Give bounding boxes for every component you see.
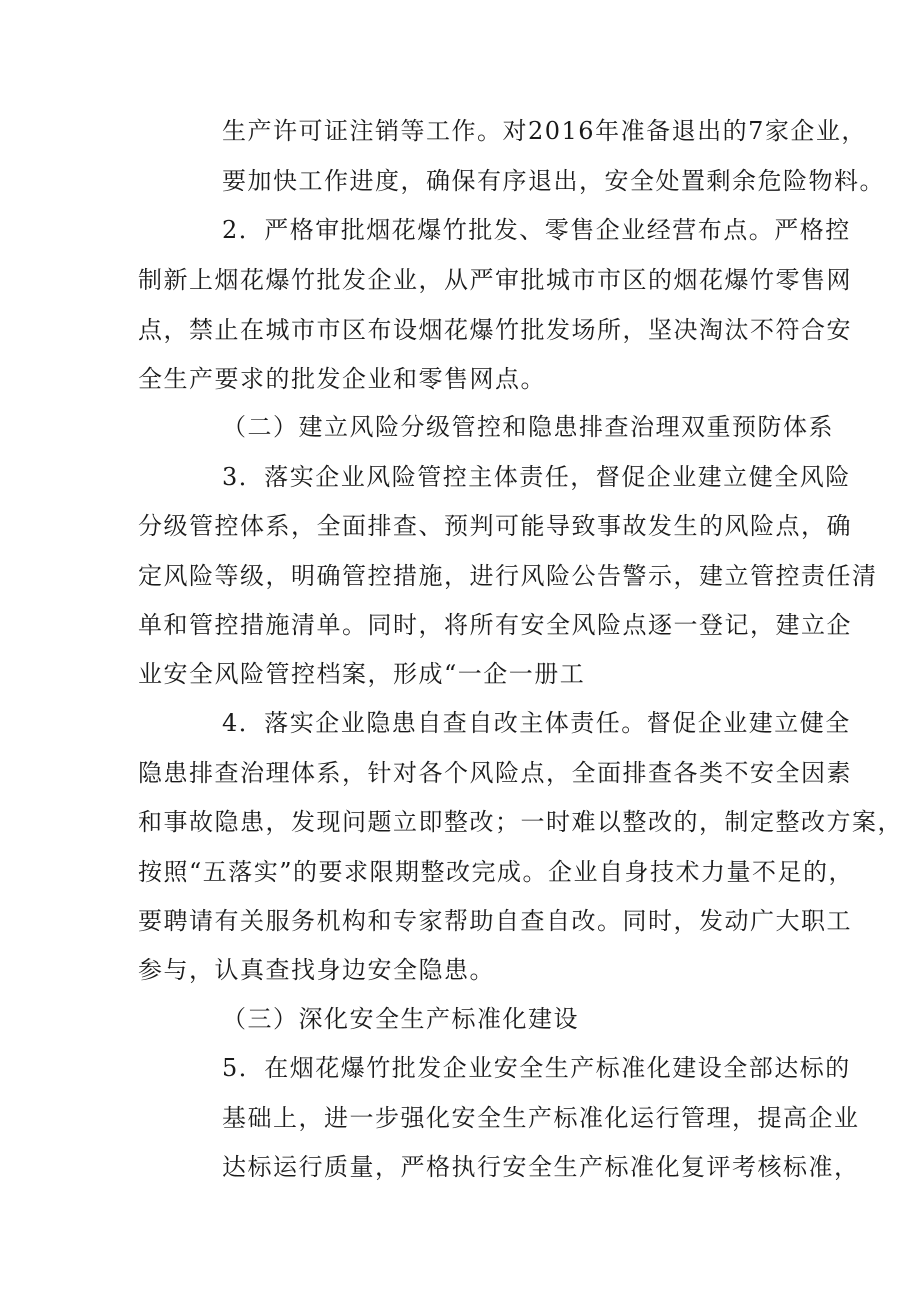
text-line: 按照“五落实”的要求限期整改完成。企业自身技术力量不足的， bbox=[138, 858, 855, 886]
text-line: 5．在烟花爆竹批发企业安全生产标准化建设全部达标的 bbox=[222, 1054, 851, 1082]
text-line: 全生产要求的批发企业和零售网点。 bbox=[138, 365, 546, 393]
section-heading: （三）深化安全生产标准化建设 bbox=[222, 1005, 579, 1033]
text-line: 要加快工作进度，确保有序退出，安全处置剩余危险物料。 bbox=[222, 167, 885, 195]
text-line: 达标运行质量，严格执行安全生产标准化复评考核标准， bbox=[222, 1153, 860, 1181]
text-line: 基础上，进一步强化安全生产标准化运行管理，提高企业 bbox=[222, 1104, 860, 1132]
text-line: 点，禁止在城市市区布设烟花爆竹批发场所，坚决淘汰不符合安 bbox=[138, 316, 852, 344]
text-line: 3．落实企业风险管控主体责任，督促企业建立健全风险 bbox=[222, 463, 851, 491]
text-line: 和事故隐患，发现问题立即整改；一时难以整改的，制定整改方案， bbox=[138, 808, 903, 836]
text-line: 参与，认真查找身边安全隐患。 bbox=[138, 956, 495, 984]
text-line: 业安全风险管控档案，形成“一企一册工 bbox=[138, 660, 586, 688]
section-heading: （二）建立风险分级管控和隐患排查治理双重预防体系 bbox=[222, 413, 834, 441]
text-line: 要聘请有关服务机构和专家帮助自查自改。同时，发动广大职工 bbox=[138, 907, 852, 935]
text-line: 隐患排查治理体系，针对各个风险点，全面排查各类不安全因素 bbox=[138, 759, 852, 787]
text-line: 分级管控体系，全面排查、预判可能导致事故发生的风险点，确 bbox=[138, 512, 852, 540]
text-line: 4．落实企业隐患自查自改主体责任。督促企业建立健全 bbox=[222, 709, 851, 737]
text-line: 制新上烟花爆竹批发企业，从严审批城市市区的烟花爆竹零售网 bbox=[138, 266, 852, 294]
text-line: 生产许可证注销等工作。对2016年准备退出的7家企业， bbox=[222, 117, 867, 145]
text-line: 单和管控措施清单。同时，将所有安全风险点逐一登记，建立企 bbox=[138, 611, 852, 639]
text-line: 2．严格审批烟花爆竹批发、零售企业经营布点。严格控 bbox=[222, 216, 851, 244]
text-line: 定风险等级，明确管控措施，进行风险公告警示，建立管控责任清 bbox=[138, 562, 878, 590]
